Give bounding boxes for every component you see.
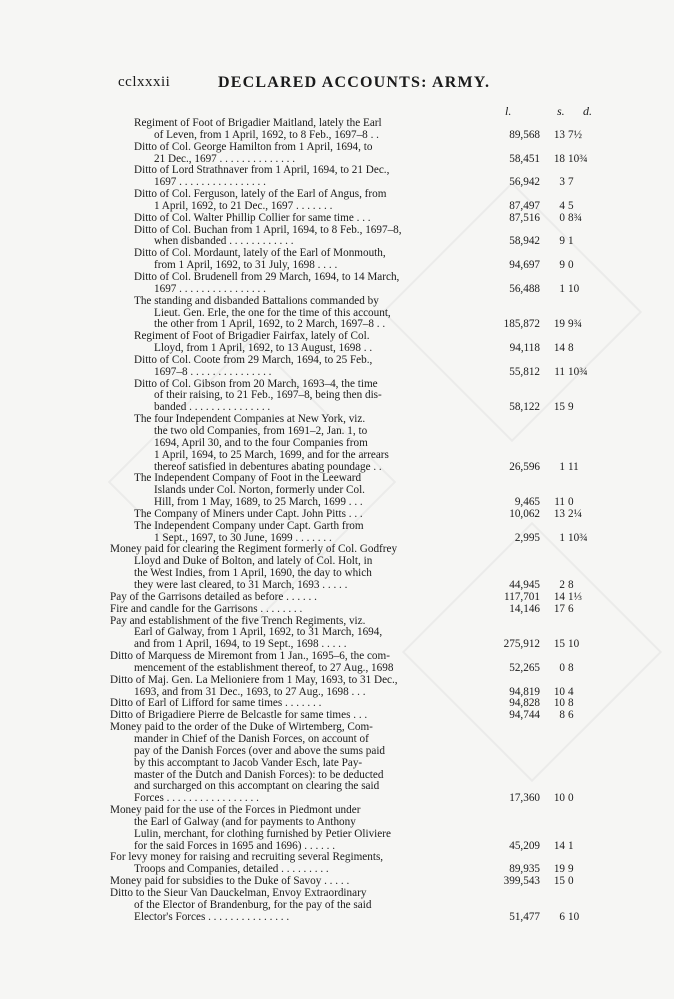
entry-amount-pounds: 117,701	[504, 590, 540, 603]
entry-amount-pence: 9	[568, 401, 574, 414]
entry-line: Ditto of Earl of Lifford for same times . . . . . . .	[110, 697, 322, 710]
entry-amount-shillings: 19	[553, 318, 565, 331]
entry-description	[0, 722, 470, 805]
entry-line: Ditto of Maj. Gen. La Melioniere from 1 May, 1693, to 31 Dec.,	[110, 673, 398, 686]
entry-line: of the Elector of Brandenburg, for the pay of the said	[134, 898, 372, 911]
entry-line: Ditto of Col. Ferguson, lately of the Earl of Angus, from	[134, 188, 387, 201]
account-entry	[0, 722, 674, 805]
entry-amount-pence: 5	[568, 199, 574, 212]
entry-line: the two old Companies, from 1691–2, Jan. 1, to	[154, 424, 368, 437]
entry-amount-shillings: 13	[553, 128, 565, 141]
entry-description	[0, 225, 470, 249]
account-entry	[0, 805, 674, 852]
entry-description	[0, 272, 470, 296]
entry-line: the Earl of Galway (and for payments to Anthony	[134, 815, 356, 828]
entry-amount-pence: 10	[568, 910, 580, 923]
entry-line: 21 Dec., 1697 . . . . . . . . . . . . . .	[154, 152, 296, 165]
entry-amount-pence: 0	[568, 259, 574, 272]
entry-description	[0, 544, 470, 591]
entry-description	[0, 213, 470, 225]
entry-line: Fire and candle for the Garrisons . . . . . . . .	[110, 602, 303, 615]
entry-description	[0, 592, 470, 604]
account-entry	[0, 675, 674, 699]
entry-line: master of the Dutch and Danish Forces): to be deducted	[134, 768, 384, 781]
entry-amount-pounds: 52,265	[509, 661, 540, 674]
account-entry	[0, 888, 674, 924]
entry-line: Ditto of Col. Walter Phillip Collier for same time . . .	[134, 211, 371, 224]
entry-amount-shillings: 1	[559, 531, 565, 544]
entry-amount-pence: 8	[568, 697, 574, 710]
column-header-shillings: s.	[557, 104, 565, 118]
entry-line: when disbanded . . . . . . . . . . . .	[154, 235, 294, 248]
entry-description	[0, 604, 470, 616]
entry-line: Ditto of Col. Buchan from 1 April, 1694, to 8 Feb., 1697–8,	[134, 223, 402, 236]
entry-description	[0, 473, 470, 509]
account-entry	[0, 355, 674, 379]
entry-amount-pounds: 56,488	[509, 282, 540, 295]
entry-amount-shillings: 3	[559, 176, 565, 189]
entry-amount-shillings: 17	[553, 602, 565, 615]
entry-line: Troops and Companies, detailed . . . . . . . . .	[134, 863, 329, 876]
entry-line: the West Indies, from 1 April, 1690, the day to which	[134, 567, 372, 580]
entry-amount-pounds: 399,543	[503, 875, 540, 888]
entry-amount-pence: 1	[568, 235, 574, 248]
entry-description	[0, 165, 470, 189]
entry-line: The four Independent Companies at New York, viz.	[134, 413, 366, 426]
entry-amount-pence: 0	[568, 792, 574, 805]
entry-line: from 1 April, 1692, to 31 July, 1698 . . . .	[154, 259, 338, 272]
account-entry	[0, 272, 674, 296]
entry-line: Money paid to the order of the Duke of Wirtemberg, Com-	[110, 721, 373, 734]
entry-amount-shillings: 11	[554, 365, 565, 378]
entry-amount-pounds: 58,122	[509, 401, 540, 414]
entry-amount-shillings: 15	[553, 875, 565, 888]
entry-amount-pounds: 17,360	[509, 792, 540, 805]
entry-amount-shillings: 10	[553, 697, 565, 710]
entry-amount-pounds: 58,942	[509, 235, 540, 248]
entry-amount-pounds: 94,118	[509, 342, 540, 355]
entry-amount-pence: 10¾	[568, 152, 588, 165]
account-entry	[0, 248, 674, 272]
entry-line: Ditto of Col. Gibson from 20 March, 1693–4, the time	[134, 377, 378, 390]
column-headers	[0, 104, 674, 118]
entry-line: Pay of the Garrisons detailed as before . . . . . .	[110, 590, 317, 603]
entry-line: Lulin, merchant, for clothing furnished by Petier Oliviere	[134, 827, 391, 840]
account-entry	[0, 118, 674, 142]
entry-amount-pounds: 87,516	[509, 211, 540, 224]
entry-amount-pounds: 9,465	[514, 496, 540, 509]
entry-description	[0, 805, 470, 852]
account-entry	[0, 331, 674, 355]
entry-amount-pence: 7½	[568, 128, 582, 141]
entry-amount-shillings: 19	[553, 863, 565, 876]
entry-line: Ditto of Col. Brudenell from 29 March, 1694, to 14 March,	[134, 270, 400, 283]
entry-amount-shillings: 14	[553, 342, 565, 355]
account-entry	[0, 189, 674, 213]
entry-description	[0, 651, 470, 675]
entry-description	[0, 189, 470, 213]
entry-description	[0, 355, 470, 379]
entry-description	[0, 142, 470, 166]
entry-amount-pence: 6	[568, 602, 574, 615]
entry-amount-pounds: 89,568	[509, 128, 540, 141]
entry-amount-shillings: 9	[559, 235, 565, 248]
account-entry	[0, 521, 674, 545]
entry-amount-shillings: 1	[559, 460, 565, 473]
entry-line: The Independent Company of Foot in the Leeward	[134, 472, 362, 485]
entry-line: Islands under Col. Norton, formerly under Col.	[154, 484, 365, 497]
entry-amount-shillings: 11	[554, 496, 565, 509]
account-entry	[0, 213, 674, 225]
entry-amount-pence: 9¾	[568, 318, 582, 331]
entry-line: they were last cleared, to 31 March, 1693 . . . . .	[134, 578, 348, 591]
entry-line: Ditto of Lord Strathnaver from 1 April, 1694, to 21 Dec.,	[134, 164, 390, 177]
entry-line: For levy money for raising and recruiting several Regiments,	[110, 851, 384, 864]
entry-amount-pence: 10	[568, 638, 580, 651]
entry-line: Hill, from 1 May, 1689, to 25 March, 1699 . . .	[154, 496, 363, 509]
entry-amount-pence: 9	[568, 863, 574, 876]
entry-description	[0, 852, 470, 876]
entry-line: thereof satisfied in debentures abating poundage . .	[154, 460, 382, 473]
entry-amount-pence: 10	[568, 282, 580, 295]
entry-description	[0, 675, 470, 699]
entry-amount-pence: 0	[568, 496, 574, 509]
account-entry	[0, 509, 674, 521]
entry-line: 1 April, 1694, to 25 March, 1699, and for the arrears	[154, 448, 389, 461]
entry-amount-shillings: 4	[559, 199, 565, 212]
entry-amount-pounds: 45,209	[509, 839, 540, 852]
entry-line: The Company of Miners under Capt. John Pitts . . .	[134, 507, 363, 520]
account-entry	[0, 142, 674, 166]
entry-amount-shillings: 1	[559, 282, 565, 295]
entry-amount-shillings: 0	[559, 661, 565, 674]
entry-line: 1697 . . . . . . . . . . . . . . . .	[154, 176, 266, 189]
entry-description	[0, 616, 470, 652]
entry-amount-pence: 8	[568, 661, 574, 674]
entry-line: Ditto of Marquess de Miremont from 1 Jan., 1695–6, the com-	[110, 650, 390, 663]
account-entry	[0, 473, 674, 509]
entry-amount-pounds: 58,451	[509, 152, 540, 165]
entry-amount-shillings: 2	[559, 579, 565, 591]
entry-amount-pounds: 14,146	[509, 602, 540, 615]
entry-line: Earl of Galway, from 1 April, 1692, to 31 March, 1694,	[134, 626, 383, 639]
entry-line: Regiment of Foot of Brigadier Maitland, lately the Earl	[134, 117, 382, 129]
entry-amount-pounds: 94,828	[509, 697, 540, 710]
entry-amount-shillings: 0	[559, 211, 565, 224]
entry-line: 1693, and from 31 Dec., 1693, to 27 Aug., 1698 . . .	[134, 685, 366, 698]
entry-line: 1694, April 30, and to the four Companies from	[154, 436, 368, 449]
entry-line: 1 April, 1692, to 21 Dec., 1697 . . . . . . .	[154, 199, 333, 212]
entry-amount-pounds: 94,819	[509, 685, 540, 698]
entry-line: 1697–8 . . . . . . . . . . . . . . .	[154, 365, 272, 378]
entry-amount-pence: 0	[568, 875, 574, 888]
entry-line: the other from 1 April, 1692, to 2 March, 1697–8 . .	[154, 318, 386, 331]
entry-line: 1 Sept., 1697, to 30 June, 1699 . . . . . . .	[154, 531, 332, 544]
entry-line: Ditto of Col. Mordaunt, lately of the Earl of Monmouth,	[134, 247, 386, 260]
entry-line: and from 1 April, 1694, to 19 Sept., 1698 . . . . .	[134, 638, 347, 651]
account-entry	[0, 592, 674, 604]
entry-line: Elector's Forces . . . . . . . . . . . . . . .	[134, 910, 290, 923]
entry-amount-pounds: 56,942	[509, 176, 540, 189]
entry-amount-shillings: 9	[559, 259, 565, 272]
entry-line: of their raising, to 21 Feb., 1697–8, being then dis-	[154, 389, 382, 402]
page-number: cclxxxii	[118, 74, 171, 90]
entry-amount-shillings: 18	[553, 152, 565, 165]
entry-line: Money paid for subsidies to the Duke of Savoy . . . . .	[110, 875, 350, 888]
entry-amount-pence: 7	[568, 176, 574, 189]
entry-line: by this accomptant to Jacob Vander Esch, late Pay-	[134, 756, 363, 769]
entry-amount-shillings: 14	[553, 590, 565, 603]
column-header-pence: d.	[583, 104, 592, 118]
entry-line: Forces . . . . . . . . . . . . . . . . .	[134, 792, 259, 805]
entry-amount-shillings: 14	[553, 839, 565, 852]
entry-amount-shillings: 8	[559, 709, 565, 722]
entry-line: for the said Forces in 1695 and 1696) . . . . . .	[134, 839, 336, 852]
entry-line: mander in Chief of the Danish Forces, on account of	[134, 732, 369, 745]
entry-amount-shillings: 10	[553, 792, 565, 805]
entry-amount-pounds: 2,995	[514, 531, 540, 544]
entry-line: Lieut. Gen. Erle, the one for the time of this account,	[154, 306, 391, 319]
entry-line: Lloyd, from 1 April, 1692, to 13 August, 1698 . .	[154, 342, 373, 355]
running-title: DECLARED ACCOUNTS: ARMY.	[218, 74, 491, 91]
entry-amount-shillings: 6	[559, 910, 565, 923]
entry-line: pay of the Danish Forces (over and above the sums paid	[134, 744, 386, 757]
entry-line: banded . . . . . . . . . . . . . . .	[154, 401, 271, 414]
entry-amount-pounds: 51,477	[509, 910, 540, 923]
entry-description	[0, 379, 470, 415]
entry-amount-pence: 2¼	[568, 507, 582, 520]
account-entry	[0, 165, 674, 189]
entry-line: Ditto of Col. Coote from 29 March, 1694, to 25 Feb.,	[134, 353, 373, 366]
entry-line: and surcharged on this accomptant on clearing the said	[134, 780, 380, 793]
entry-description	[0, 296, 470, 332]
entry-line: Lloyd and Duke of Bolton, and lately of Col. Holt, in	[134, 555, 373, 568]
entry-description	[0, 888, 470, 924]
entry-description	[0, 248, 470, 272]
entry-amount-pence: 8	[568, 342, 574, 355]
entry-amount-pence: 6	[568, 709, 574, 722]
entry-amount-pence: 8	[568, 579, 574, 591]
entry-amount-pounds: 94,744	[509, 709, 540, 722]
page-header	[0, 74, 674, 94]
entry-amount-shillings: 15	[553, 638, 565, 651]
entry-amount-pounds: 44,945	[509, 579, 540, 591]
entry-amount-pence: 10¾	[568, 531, 588, 544]
column-header-pounds: l.	[505, 104, 512, 118]
entry-line: Ditto of Col. George Hamilton from 1 April, 1694, to	[134, 140, 373, 153]
entry-amount-pounds: 275,912	[503, 638, 540, 651]
entry-line: Pay and establishment of the five Trench Regiments, viz.	[110, 614, 366, 627]
entry-amount-shillings: 13	[553, 507, 565, 520]
entry-amount-pence: 8¾	[568, 211, 582, 224]
entry-line: of Leven, from 1 April, 1692, to 8 Feb., 1697–8 . .	[154, 128, 379, 141]
account-entry	[0, 852, 674, 876]
entry-amount-pounds: 55,812	[509, 365, 540, 378]
entry-description	[0, 331, 470, 355]
entry-line: Ditto to the Sieur Van Dauckelman, Envoy Extraordinary	[110, 887, 367, 899]
account-entries	[0, 118, 674, 924]
entry-amount-pounds: 87,497	[509, 199, 540, 212]
entry-line: Regiment of Foot of Brigadier Fairfax, lately of Col.	[134, 330, 370, 343]
account-entry	[0, 225, 674, 249]
entry-line: mencement of the establishment thereof, to 27 Aug., 1698	[134, 661, 394, 674]
entry-line: 1697 . . . . . . . . . . . . . . . .	[154, 282, 266, 295]
entry-amount-pounds: 26,596	[509, 460, 540, 473]
entry-description	[0, 118, 470, 142]
entry-amount-pounds: 89,935	[509, 863, 540, 876]
entry-amount-pounds: 94,697	[509, 259, 540, 272]
entry-line: The standing and disbanded Battalions commanded by	[134, 294, 379, 307]
entry-description	[0, 509, 470, 521]
entry-amount-pence: 1⅓	[568, 590, 582, 603]
entry-amount-pounds: 185,872	[503, 318, 540, 331]
entry-amount-shillings: 15	[553, 401, 565, 414]
entry-description	[0, 521, 470, 545]
account-entry	[0, 616, 674, 652]
account-entry	[0, 651, 674, 675]
entry-amount-pence: 1	[568, 839, 574, 852]
account-entry	[0, 296, 674, 332]
entry-line: Ditto of Brigadiere Pierre de Belcastle for same times . . .	[110, 709, 368, 722]
entry-amount-pounds: 10,062	[509, 507, 540, 520]
account-entry	[0, 604, 674, 616]
entry-line: Money paid for clearing the Regiment formerly of Col. Godfrey	[110, 543, 398, 556]
entry-line: The Independent Company under Capt. Garth from	[134, 519, 364, 532]
account-entry	[0, 544, 674, 591]
entry-amount-pence: 4	[568, 685, 574, 698]
entry-line: Money paid for the use of the Forces in Piedmont under	[110, 804, 361, 817]
entry-description	[0, 414, 470, 473]
account-entry	[0, 379, 674, 415]
entry-amount-shillings: 10	[553, 685, 565, 698]
account-entry	[0, 414, 674, 473]
entry-amount-pence: 11	[568, 460, 579, 473]
entry-amount-pence: 10¾	[568, 365, 588, 378]
